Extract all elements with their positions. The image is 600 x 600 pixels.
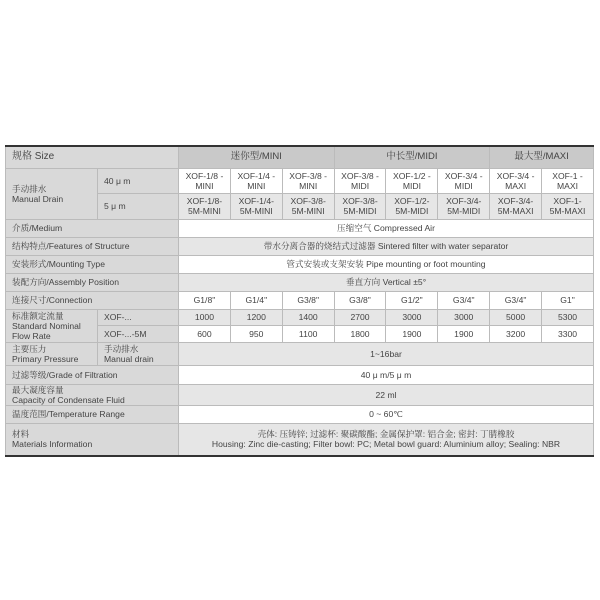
model-cell: XOF-1/4 -MINI [230,168,282,193]
connection-cell: G3/4" [490,291,542,309]
label-cn: 最大凝度容量 [12,384,64,395]
label-cn: 手动排水 [12,183,47,194]
filter-5um-label: 5 μ m [98,193,179,219]
flow-cell: 1900 [386,325,438,342]
pressure-sub-label [98,342,179,365]
flow-std-label: XOF-... [98,309,179,325]
flow-cell: 1800 [334,325,386,342]
flow-cell: 3000 [438,309,490,325]
manual-drain-label [6,168,98,219]
flow-cell: 1400 [282,309,334,325]
model-cell: XOF-1/4- 5M-MINI [230,193,282,219]
features-value: 带水分离合器的烧结式过滤器 Sintered filter with water separator [179,237,594,255]
size-label: 规格 Size [6,146,179,168]
pressure-label [6,342,98,365]
medium-label: 介质/Medium [6,219,179,237]
label-en: Flow Rate [12,330,51,341]
flow-cell: 3000 [386,309,438,325]
label-en: Manual Drain [12,193,64,204]
connection-cell: G3/8" [334,291,386,309]
condensate-label [6,384,179,405]
filter-40um-label: 40 μ m [98,168,179,193]
connection-cell: G1/2" [386,291,438,309]
model-cell: XOF-1/8- 5M-MINI [179,193,231,219]
flow-cell: 2700 [334,309,386,325]
assembly-label: 装配方向/Assembly Position [6,273,179,291]
filtration-value: 40 μ m/5 μ m [179,365,594,384]
flow-cell: 1000 [179,309,231,325]
label-cn: 手动排水 [104,343,139,354]
mounting-value: 管式安装或支架安装 Pipe mounting or foot mounting [179,255,594,273]
model-cell: XOF-3/8- 5M-MIDI [334,193,386,219]
flow-5m-label: XOF-...-5M [98,325,179,342]
label-en: Materials Information [12,439,93,450]
flow-cell: 1200 [230,309,282,325]
label-cn: 标准额定流量 [12,310,64,321]
condensate-value: 22 ml [179,384,594,405]
model-cell: XOF-1- 5M-MAXI [542,193,594,219]
label-en: Capacity of Condensate Fluid [12,394,125,405]
flow-cell: 5300 [542,309,594,325]
materials-en: Housing: Zinc die-casting; Filter bowl: PC; Metal bowl guard: Aluminium alloy; Sealing: NBR [211,439,561,450]
mounting-label: 安装形式/Mounting Type [6,255,179,273]
model-cell: XOF-1 -MAXI [542,168,594,193]
model-cell: XOF-3/8- 5M-MINI [282,193,334,219]
label-en: Primary Pressure [12,353,79,364]
assembly-value: 垂直方向 Vertical ±5° [179,273,594,291]
flow-cell: 5000 [490,309,542,325]
medium-value: 压缩空气 Compressed Air [179,219,594,237]
connection-cell: G3/4" [438,291,490,309]
flow-cell: 600 [179,325,231,342]
pressure-value: 1~16bar [179,342,594,365]
flow-cell: 1900 [438,325,490,342]
materials-value [179,423,594,456]
model-cell: XOF-1/8 -MINI [179,168,231,193]
features-label: 结构特点/Features of Structure [6,237,179,255]
filtration-label: 过滤等级/Grade of Filtration [6,365,179,384]
label-cn: 主要压力 [12,343,47,354]
spec-table [5,145,594,457]
model-cell: XOF-3/4- 5M-MAXI [490,193,542,219]
group-midi: 中长型/MIDI [334,146,490,168]
model-cell: XOF-1/2 -MIDI [386,168,438,193]
label-en: Standard Nominal [12,320,81,331]
model-cell: XOF-3/8 -MINI [282,168,334,193]
flow-rate-label [6,309,98,342]
connection-cell: G1/8" [179,291,231,309]
label-cn: 材料 [12,429,30,440]
group-mini: 迷你型/MINI [179,146,335,168]
materials-label [6,423,179,456]
model-cell: XOF-3/8 -MIDI [334,168,386,193]
flow-cell: 1100 [282,325,334,342]
connection-cell: G1" [542,291,594,309]
model-cell: XOF-3/4 -MIDI [438,168,490,193]
model-cell: XOF-3/4 -MAXI [490,168,542,193]
connection-cell: G3/8" [282,291,334,309]
model-cell: XOF-1/2- 5M-MIDI [386,193,438,219]
temperature-value: 0 ~ 60℃ [179,405,594,423]
connection-label: 连接尺寸/Connection [6,291,179,309]
model-cell: XOF-3/4- 5M-MIDI [438,193,490,219]
flow-cell: 3300 [542,325,594,342]
label-en: Manual drain [104,353,154,364]
flow-cell: 950 [230,325,282,342]
flow-cell: 3200 [490,325,542,342]
group-maxi: 最大型/MAXI [490,146,594,168]
temperature-label: 温度范围/Temperature Range [6,405,179,423]
materials-cn: 壳体: 压铸锌; 过滤杯: 聚碳酸酯; 金属保护罩: 铝合金; 密封: 丁腈橡胶 [257,429,515,440]
connection-cell: G1/4" [230,291,282,309]
